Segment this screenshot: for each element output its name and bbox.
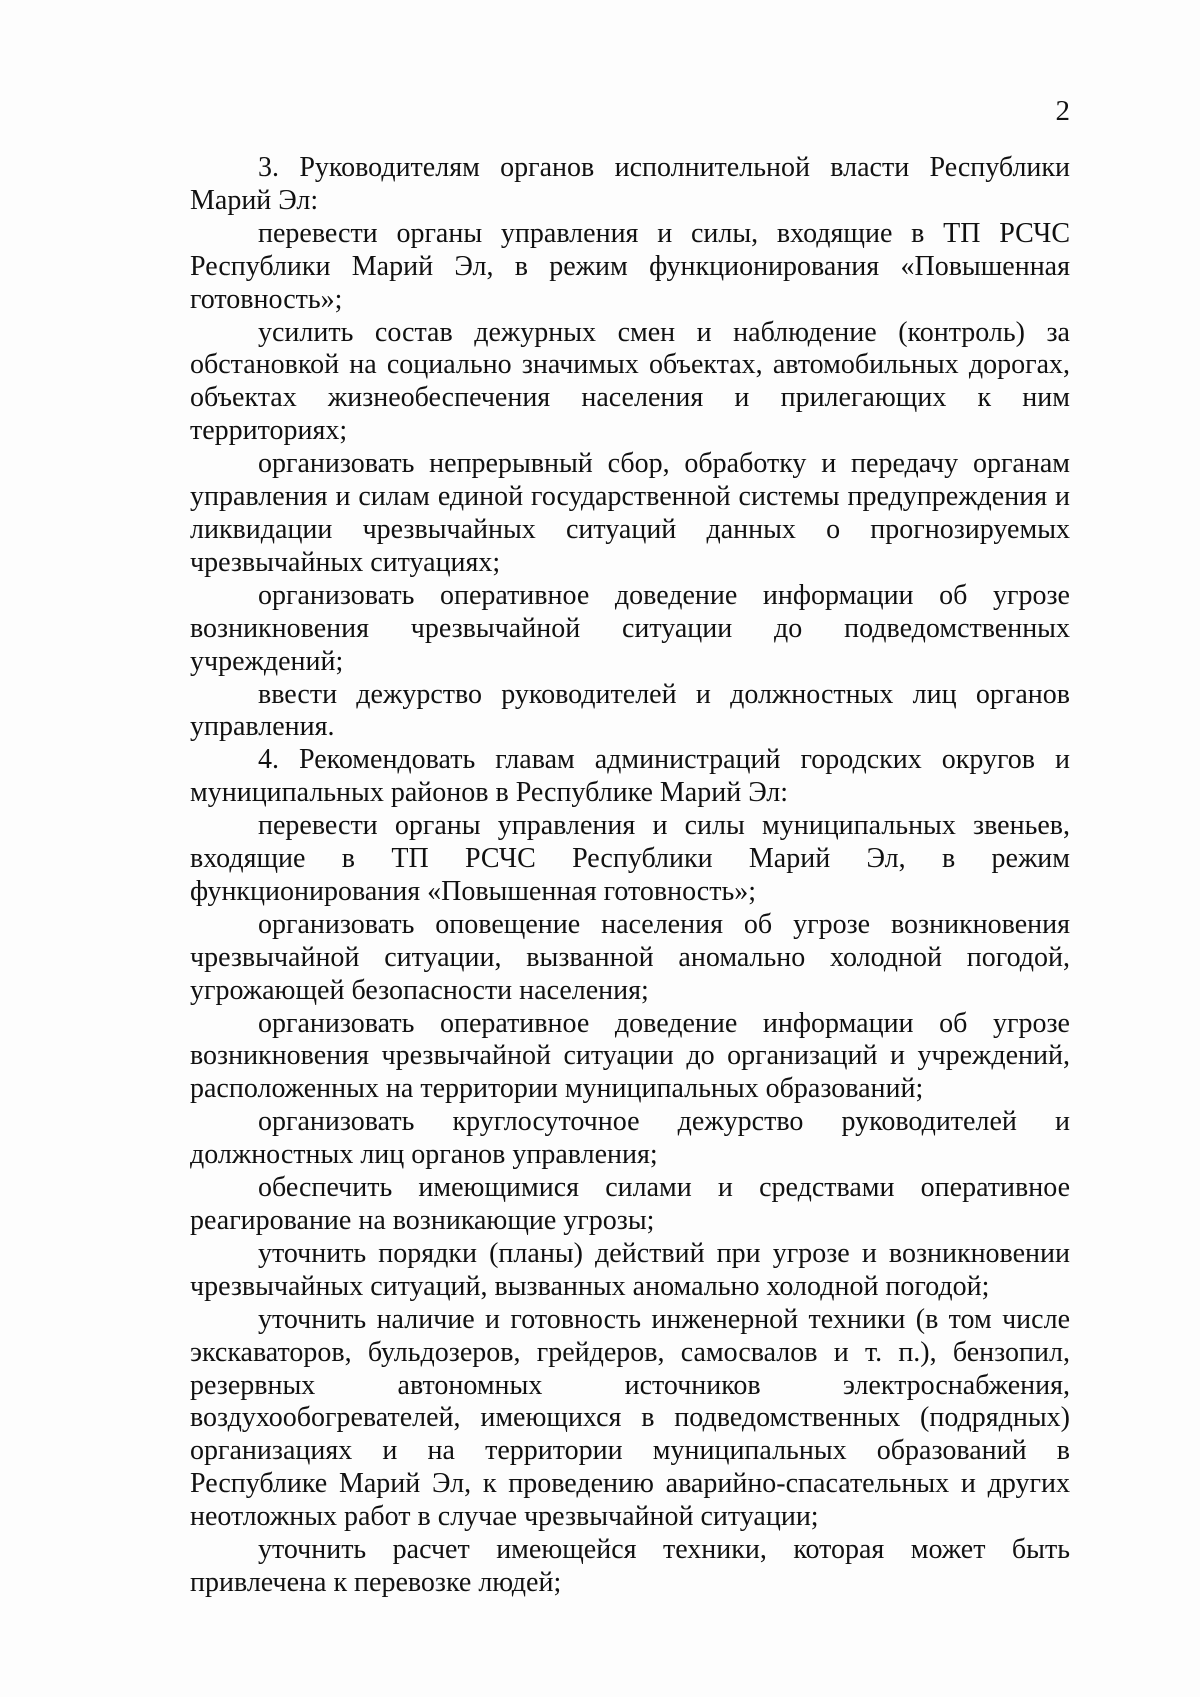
paragraph-transfer-bodies: перевести органы управления и силы, входящие в ТП РСЧС Республики Марий Эл, в режим функционирования «Повышенная готовность»; (190, 217, 1070, 315)
paragraph-item-3-heading: 3. Руководителям органов исполнительной власти Республики Марий Эл: (190, 152, 1070, 216)
paragraph-strengthen-shifts: усилить состав дежурных смен и наблюдение (контроль) за обстановкой на социально значимых объектах, автомобильных дорогах, объектах жизнеобеспечения населения и прилегающих к ним территориях; (190, 316, 1070, 447)
paragraph-threat-notification: организовать оперативное доведение информации об угрозе возникновения чрезвычайной ситуации до подведомственных учреждений; (190, 579, 1070, 677)
document-body (190, 152, 1070, 1600)
paragraph-transfer-municipal: перевести органы управления и силы муниципальных звеньев, входящие в ТП РСЧС Республики Марий Эл, в режим функционирования «Повышенная готовность»; (190, 810, 1070, 907)
paragraph-action-plans: уточнить порядки (планы) действий при угрозе и возникновении чрезвычайных ситуаций, вызванных аномально холодной погодой; (190, 1237, 1070, 1302)
paragraph-duty-officers: ввести дежурство руководителей и должностных лиц органов управления. (190, 678, 1070, 743)
paragraph-response: обеспечить имеющимися силами и средствами оперативное реагирование на возникающие угрозы; (190, 1172, 1070, 1236)
paragraph-organization-notification: организовать оперативное доведение информации об угрозе возникновения чрезвычайной ситуации до организаций и учреждений, расположенных на территории муниципальных образований; (190, 1007, 1070, 1105)
paragraph-data-collection: организовать непрерывный сбор, обработку и передачу органам управления и силам единой государственной системы предупреждения и ликвидации чрезвычайных ситуаций данных о прогнозируемых чрезвычайных ситуациях; (190, 448, 1070, 578)
paragraph-population-alert: организовать оповещение населения об угрозе возникновения чрезвычайной ситуации, вызванной аномально холодной погодой, угрожающей безопасности населения; (190, 908, 1070, 1006)
page-number: 2 (1055, 95, 1070, 127)
paragraph-item-4-heading: 4. Рекомендовать главам администраций городских округов и муниципальных районов в Республике Марий Эл: (190, 744, 1070, 809)
paragraph-round-the-clock-duty: организовать круглосуточное дежурство руководителей и должностных лиц органов управления; (190, 1106, 1070, 1171)
paragraph-equipment-readiness: уточнить наличие и готовность инженерной техники (в том числе экскаваторов, бульдозеров, грейдеров, самосвалов и т. п.), бензопил, резервных автономных источников электроснабжения, воздухообогревателей, имеющихся в подведомственных (подрядных) организациях и на территории муниципальных образований в Республике Марий Эл, к проведению аварийно-спасательных и других неотложных работ в случае чрезвычайной ситуации; (190, 1303, 1070, 1533)
paragraph-transport-calculation: уточнить расчет имеющейся техники, которая может быть привлечена к перевозке людей; (190, 1534, 1070, 1598)
